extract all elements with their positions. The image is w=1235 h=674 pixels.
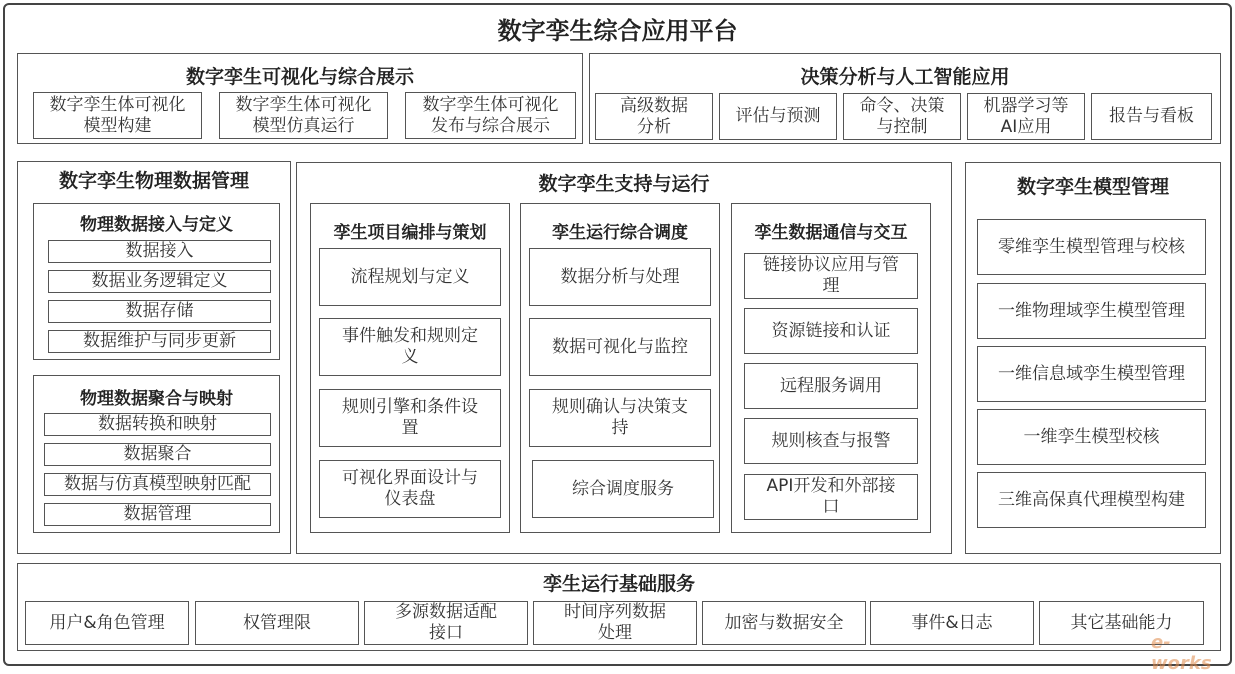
model-item: 一维信息域孪生模型管理 [977, 346, 1206, 402]
support-item: 链接协议应用与管 理 [744, 253, 918, 299]
support-item: 数据可视化与监控 [529, 318, 711, 376]
physical-item: 数据存储 [48, 300, 271, 323]
support-item: 可视化界面设计与 仪表盘 [319, 460, 501, 518]
decision-item: 命令、决策 与控制 [843, 93, 961, 140]
group-title: 孪生项目编排与策划 [333, 223, 487, 243]
physical-item: 数据与仿真模型映射匹配 [44, 473, 271, 496]
physical-item: 数据聚合 [44, 443, 271, 466]
physical-item: 数据转换和映射 [44, 413, 271, 436]
model-item: 三维高保真代理模型构建 [977, 472, 1206, 528]
support-item: 事件触发和规则定 义 [319, 318, 501, 376]
foundation-item: 事件&日志 [870, 601, 1034, 645]
foundation-title: 孪生运行基础服务 [542, 573, 695, 595]
visualization-title: 数字孪生可视化与综合展示 [185, 66, 414, 88]
model-item: 零维孪生模型管理与校核 [977, 219, 1206, 275]
model-item: 一维物理域孪生模型管理 [977, 283, 1206, 339]
decision-item: 评估与预测 [719, 93, 837, 140]
physical-data-title: 数字孪生物理数据管理 [58, 170, 249, 192]
group-title: 物理数据聚合与映射 [80, 389, 233, 409]
foundation-item: 用户&角色管理 [25, 601, 189, 645]
physical-item: 数据维护与同步更新 [48, 330, 271, 353]
support-title: 数字孪生支持与运行 [538, 173, 710, 195]
foundation-item: 时间序列数据 处理 [533, 601, 697, 645]
group-title: 孪生运行综合调度 [552, 223, 688, 243]
foundation-item: 其它基础能力 [1039, 601, 1204, 645]
support-item: 规则引擎和条件设 置 [319, 389, 501, 447]
visualization-item: 数字孪生体可视化 模型构建 [33, 92, 202, 139]
foundation-item: 多源数据适配 接口 [364, 601, 528, 645]
foundation-item: 权管理限 [195, 601, 359, 645]
eworks-watermark: e-works [1151, 632, 1212, 674]
group-title: 孪生数据通信与交互 [754, 223, 908, 243]
foundation-item: 加密与数据安全 [702, 601, 866, 645]
model-item: 一维孪生模型校核 [977, 409, 1206, 465]
visualization-item: 数字孪生体可视化 模型仿真运行 [219, 92, 388, 139]
model-mgmt-title: 数字孪生模型管理 [1016, 176, 1169, 198]
decision-item: 报告与看板 [1091, 93, 1212, 140]
decision-item: 机器学习等 AI应用 [967, 93, 1085, 140]
support-item: 规则确认与决策支 持 [529, 389, 711, 447]
support-item: 数据分析与处理 [529, 248, 711, 306]
support-item: 综合调度服务 [532, 460, 714, 518]
physical-item: 数据接入 [48, 240, 271, 263]
support-item: 流程规划与定义 [319, 248, 501, 306]
support-item: API开发和外部接 口 [744, 474, 918, 520]
physical-item: 数据管理 [44, 503, 271, 526]
support-item: 远程服务调用 [744, 363, 918, 409]
group-title: 物理数据接入与定义 [80, 215, 233, 235]
physical-item: 数据业务逻辑定义 [48, 270, 271, 293]
decision-title: 决策分析与人工智能应用 [800, 66, 1010, 88]
platform-title: 数字孪生综合应用平台 [497, 17, 738, 45]
decision-item: 高级数据 分析 [595, 93, 713, 140]
visualization-item: 数字孪生体可视化 发布与综合展示 [405, 92, 576, 139]
support-item: 资源链接和认证 [744, 308, 918, 354]
support-item: 规则核查与报警 [744, 418, 918, 464]
